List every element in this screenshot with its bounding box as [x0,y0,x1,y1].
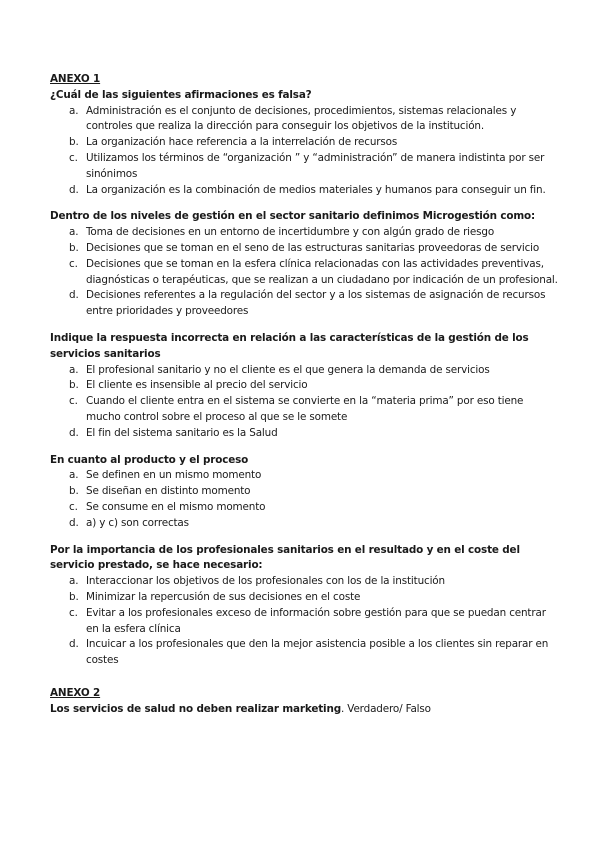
option-letter: c. [69,151,78,164]
option-text: La organización es la combinación de medios materiales y humanos para conseguir un fin. [86,183,546,196]
option-item [50,516,560,532]
option-text: Incuicar a los profesionales que den la mejor asistencia posible a los clientes sin reparar en costes [86,638,549,667]
option-item [50,135,560,151]
option-item [50,183,560,199]
option-list [50,363,560,442]
option-item [50,257,560,289]
annex-1-title: ANEXO 1 [50,73,101,85]
option-item [50,378,560,394]
annex-2-statement: Los servicios de salud no deben realizar marketing [50,702,341,715]
option-item [50,426,560,442]
question-text: Dentro de los niveles de gestión en el sector sanitario definimos Microgestión como: [50,210,536,223]
annex-2-line [50,702,560,718]
option-text: Administración es el conjunto de decisiones, procedimientos, sistemas relacionales y controles que realiza la dirección para conseguir los objetivos de la institución. [86,104,517,133]
question-block [50,543,560,669]
question-text: Por la importancia de los profesionales sanitarios en el resultado y en el coste del servicio prestado, se hace necesario: [50,543,520,572]
annex-2-title: ANEXO 2 [50,686,101,699]
option-item [50,104,560,136]
option-text: Decisiones que se toman en la esfera clínica relacionadas con las actividades preventivas, diagnósticas o terapéuticas, que se realizan a un ciudadano por indicación de un profesional. [86,257,558,286]
option-item [50,225,560,241]
option-text: Toma de decisiones en un entorno de incertidumbre y con algún grado de riesgo [86,226,495,239]
option-letter: d. [69,638,79,651]
option-item [50,468,560,484]
option-letter: d. [69,183,79,196]
option-text: Evitar a los profesionales exceso de información sobre gestión para que se puedan centrar en la esfera clínica [86,606,546,635]
option-letter: c. [69,257,78,270]
option-item [50,574,560,590]
option-text: El fin del sistema sanitario es la Salud [86,426,278,439]
option-item [50,241,560,257]
question-text: ¿Cuál de las siguientes afirmaciones es falsa? [50,88,312,101]
option-item [50,394,560,426]
option-item [50,363,560,379]
option-list [50,574,560,669]
option-text: El cliente es insensible al precio del servicio [86,379,308,392]
option-item [50,484,560,500]
option-text: Se definen en un mismo momento [86,469,262,482]
question-block [50,453,560,532]
question-block [50,88,560,199]
question-block [50,209,560,320]
option-letter: b. [69,241,79,254]
option-text: Interaccionar los objetivos de los profesionales con los de la institución [86,575,445,588]
option-item [50,288,560,320]
question-text: Indique la respuesta incorrecta en relación a las características de la gestión de los servicios sanitarios [50,331,529,360]
annex-2-answer: . Verdadero/ Falso [340,702,431,715]
document-page [50,72,560,717]
option-letter: d. [69,516,79,529]
option-item [50,500,560,516]
option-text: Decisiones referentes a la regulación del sector y a los sistemas de asignación de recursos entre prioridades y proveedores [86,289,546,318]
option-text: La organización hace referencia a la interrelación de recursos [86,136,398,149]
option-text: Se consume en el mismo momento [86,500,266,513]
option-item [50,637,560,669]
option-item [50,151,560,183]
option-text: Cuando el cliente entra en el sistema se convierte en la “materia prima” por eso tiene mucho control sobre el proceso al que se le somete [86,395,524,423]
option-letter: a. [69,575,79,588]
option-list [50,104,560,199]
option-letter: a. [69,363,79,376]
option-text: Utilizamos los términos de “organización ” y “administración” de manera indistinta por ser sinónimos [86,151,545,180]
option-text: Se diseñan en distinto momento [86,485,251,498]
option-letter: a. [69,104,79,117]
option-letter: c. [69,606,78,619]
option-text: Decisiones que se toman en el seno de las estructuras sanitarias proveedoras de servicio [86,241,540,254]
option-list [50,225,560,320]
option-item [50,590,560,606]
option-text: a) y c) son correctas [86,516,189,529]
option-letter: c. [69,395,78,408]
option-letter: a. [69,226,79,239]
option-letter: d. [69,289,79,302]
question-block [50,331,560,442]
question-list [50,88,560,669]
option-text: El profesional sanitario y no el cliente es el que genera la demanda de servicios [86,363,490,376]
option-list [50,468,560,531]
option-letter: b. [69,379,79,392]
option-item [50,606,560,638]
question-text: En cuanto al producto y el proceso [50,453,249,466]
option-letter: a. [69,469,79,482]
option-letter: c. [69,500,78,513]
option-letter: b. [69,136,79,149]
option-letter: b. [69,590,79,603]
option-text: Minimizar la repercusión de sus decisiones en el coste [86,590,361,603]
option-letter: d. [69,426,79,439]
option-letter: b. [69,485,79,498]
